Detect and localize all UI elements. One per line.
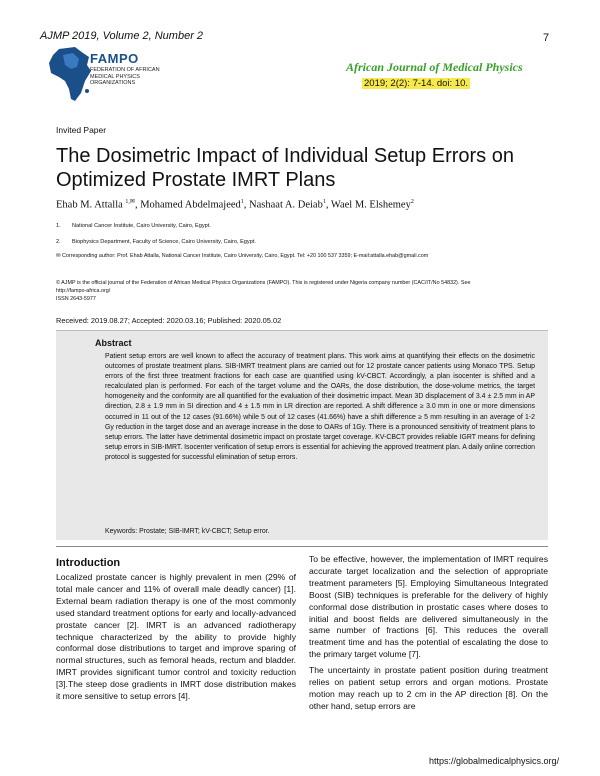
copyright-notice: © AJMP is the official journal of the Federation of African Medical Physics Organizations (FAMPO). This is registered under Nigeria company number (CAC/IT/No 54832). See http://fampo-africa.org/ <box>56 280 471 294</box>
affiliation-2: 2. Biophysics Department, Faculty of Science, Cairo University, Cairo, Egypt. <box>56 239 256 245</box>
paper-title: The Dosimetric Impact of Individual Setup Errors on Optimized Prostate IMRT Plans <box>56 145 514 191</box>
author-name: Nashaat A. Deiab <box>249 199 323 211</box>
author-affiliation-mark: 1 <box>322 199 326 205</box>
running-head: AJMP 2019, Volume 2, Number 2 <box>40 30 204 42</box>
paper-type: Invited Paper <box>56 125 107 135</box>
right-paragraph-2: The uncertainty in prostate patient position during treatment relies on patient setup errors and organ motions. Prostate motion may reach up to 2 cm in the AP direction [8]. On the other hand, setup errors are <box>309 665 548 711</box>
logo-name: FAMPO <box>90 51 139 66</box>
citation: 2019; 2(2): 7-14. doi: 10. <box>364 78 469 89</box>
section-divider <box>56 546 548 547</box>
publication-dates: Received: 2019.08.27; Accepted: 2020.03.16; Published: 2020.05.02 <box>56 316 282 325</box>
right-paragraph-1: To be effective, however, the implementation of IMRT requires accurate target localization and the selection of appropriate treatment parameters [5]. Employing Simultaneous Integrated Boost (SIB) techniques is preferable for the delivery of highly conformal dose distribution in prostatic cases where doses to initial and boost fields are delivered simultaneously in the same number of fractions [6]. This reduces the overall treatment time and has the potential of escalating the dose to the primary target volume [7]. <box>309 554 548 660</box>
abstract-text: Patient setup errors are well known to affect the accuracy of treatment plans. This work aims at quantifying their effects on the dosimetric outcomes of prostate treatment plans. SIB-IMRT treatment plans are carried out for 12 prostate cancer patients using Monaco TPS. Setup errors of the first three treatment fractions for each case are quantified using kV-CBCT. Accordingly, a plan isocenter is shifted and a recalculated plan is performed. For each of the target volume and the OARs, the dose distribution, the dose-volume metrics, the target homogeneity and the conformity are all quantified for the evaluation of their dosimetric impact. Mean 3D displacement of 3.4 ± 2.5 mm in AP direction, 2.8 ± 1.9 mm in SI direction and 4 ± 1.5 mm in LR direction are reported. A shift difference ≥ 3.0 mm in one or more dimensions occurred in 11 out of the 12 cases (91.66%) while 5 out of 12 cases (41.66%) have a shift difference ≥ 5 mm resulting in an average of 1-2 Gy reduction in the target dose and an average increase in the dose to OARs of 1Gy. There is a pronounced sensitivity of treatment plans to setup errors. The latter have detrimental dosimetric impact on prostate target coverage. KV-CBCT provides reliable IGRT means for defining setup errors in SIB-IMRT. Isocenter verification of setup errors is essential for achieving the approved treatment plan. A daily online correction protocol is suggested for successful elimination of setup errors. <box>105 353 535 461</box>
footer-url[interactable]: https://globalmedicalphysics.org/ <box>429 756 560 766</box>
author-affiliation-mark: 1 <box>240 199 244 205</box>
author-name: Ehab M. Attalla <box>56 199 126 211</box>
author-list: Ehab M. Attalla $^{1,✉}$, Mohamed Abdelmajeed$^1$, Nashaat A. Deiab$^1$, Wael M. Elshemey$^2$ <box>56 199 414 211</box>
left-column-text: Localized prostate cancer is highly prevalent in men (29% of total male cancer and 11% of overall male deadly cancer) [1]. External beam radiation therapy is one of the most commonly used standard treatment options for early and locally-advanced prostate cancer [2]. IMRT is an advanced radiotherapy technique characterized by the ability to provide highly conformal dose distributions to target and improve sparing of normal structures, such as femoral heads, rectum and bladder. IMRT provides significant tumor control and toxicity reduction [3].The steep dose gradients in IMRT dose distribution makes it more sensitive to setup errors [4]. <box>56 572 296 702</box>
abstract-heading: Abstract <box>95 338 132 348</box>
right-column <box>309 554 548 717</box>
author-affiliation-mark: 1,✉ <box>125 199 135 205</box>
issn: ISSN 2643-5977 <box>56 296 96 302</box>
author-affiliation-mark: 2 <box>410 199 414 205</box>
logo-subtitle: FEDERATION OF AFRICAN MEDICAL PHYSICS ORGANIZATIONS <box>90 67 160 86</box>
affiliation-1: 1. National Cancer Institute, Cairo University, Cairo, Egypt. <box>56 223 211 229</box>
page-number: 7 <box>543 32 550 44</box>
introduction-heading: Introduction <box>56 557 121 569</box>
author-name: Wael M. Elshemey <box>330 199 411 211</box>
africa-map-icon <box>45 45 93 105</box>
corresponding-author: ✉ Corresponding author: Prof. Ehab Attalla, National Cancer Institute, Cairo University, Cairo, Egypt. Tel: +20 100 537 3359; E-mail:attalla.ehab@gmail.com <box>56 253 429 259</box>
keywords: Keywords: Prostate; SIB-IMRT; kV-CBCT; Setup error. <box>105 528 270 535</box>
author-name: Mohamed Abdelmajeed <box>140 199 241 211</box>
journal-name: African Journal of Medical Physics <box>346 60 523 74</box>
